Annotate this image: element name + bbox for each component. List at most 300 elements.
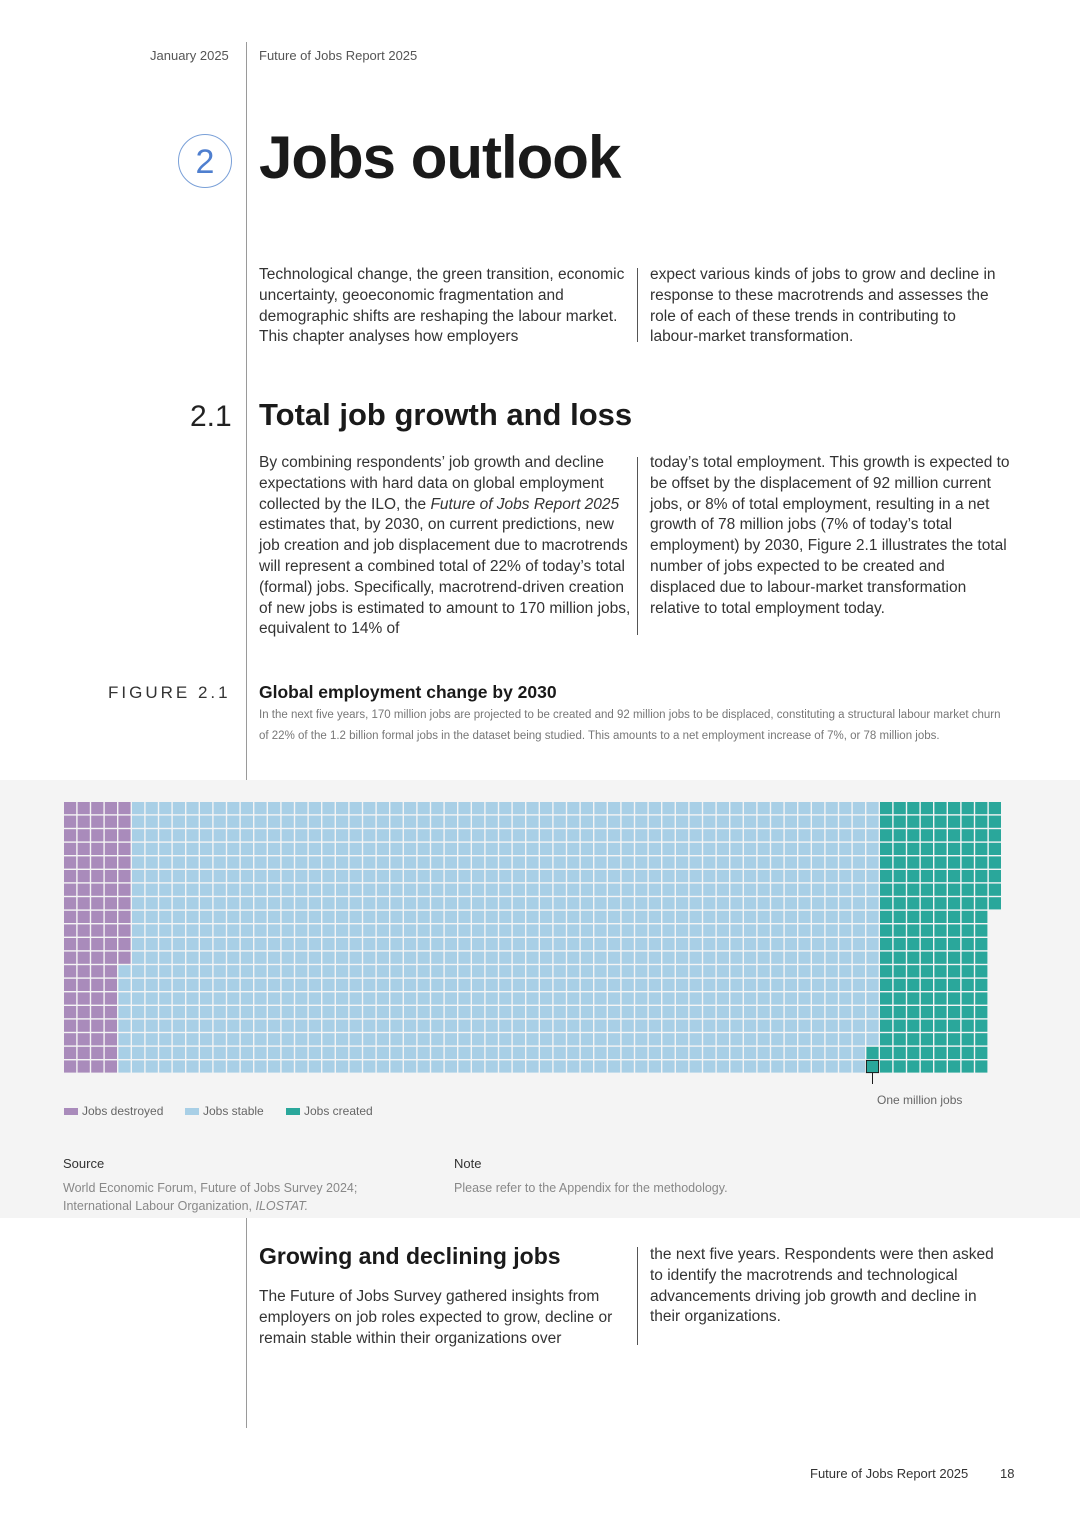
waffle-cell-stable <box>309 1020 321 1032</box>
waffle-cell-stable <box>445 924 457 936</box>
waffle-cell-stable <box>404 1006 416 1018</box>
waffle-cell-stable <box>676 938 688 950</box>
waffle-cell-stable <box>499 870 511 882</box>
waffle-cell-stable <box>173 979 185 991</box>
waffle-cell-stable <box>363 856 375 868</box>
waffle-cell-stable <box>445 829 457 841</box>
waffle-cell-stable <box>472 1060 484 1072</box>
waffle-cell-created <box>907 897 919 909</box>
legend-swatch-stable <box>185 1108 199 1115</box>
waffle-cell-stable <box>826 992 838 1004</box>
waffle-cell-stable <box>431 952 443 964</box>
waffle-cell-stable <box>268 843 280 855</box>
waffle-cell-stable <box>826 843 838 855</box>
waffle-cell-stable <box>159 870 171 882</box>
waffle-cell-stable <box>295 992 307 1004</box>
waffle-cell-stable <box>336 1060 348 1072</box>
waffle-cell-stable <box>622 1006 634 1018</box>
waffle-cell-stable <box>594 924 606 936</box>
waffle-cell-created <box>948 816 960 828</box>
waffle-cell-stable <box>730 1033 742 1045</box>
waffle-cell-stable <box>132 1033 144 1045</box>
waffle-cell-stable <box>622 979 634 991</box>
waffle-cell-stable <box>717 979 729 991</box>
waffle-cell-stable <box>377 856 389 868</box>
waffle-cell-stable <box>676 924 688 936</box>
legend-destroyed <box>64 1104 163 1118</box>
waffle-cell-stable <box>554 965 566 977</box>
waffle-cell-stable <box>717 1006 729 1018</box>
waffle-cell-created <box>907 870 919 882</box>
waffle-cell-stable <box>581 856 593 868</box>
waffle-cell-stable <box>309 992 321 1004</box>
waffle-cell-stable <box>200 979 212 991</box>
waffle-cell-created <box>975 911 987 923</box>
waffle-cell-stable <box>676 1006 688 1018</box>
waffle-cell-stable <box>472 816 484 828</box>
waffle-cell-destroyed <box>105 1033 117 1045</box>
waffle-cell-stable <box>744 856 756 868</box>
waffle-cell-created <box>907 1020 919 1032</box>
waffle-cell-stable <box>499 843 511 855</box>
waffle-cell-stable <box>526 1060 538 1072</box>
waffle-cell-created <box>948 992 960 1004</box>
waffle-cell-created <box>934 1047 946 1059</box>
waffle-cell-stable <box>390 1006 402 1018</box>
waffle-cell-created <box>948 911 960 923</box>
waffle-cell-created <box>880 1033 892 1045</box>
waffle-cell-stable <box>295 924 307 936</box>
waffle-cell-destroyed <box>105 856 117 868</box>
waffle-cell-stable <box>159 856 171 868</box>
waffle-cell-stable <box>445 938 457 950</box>
waffle-cell-stable <box>839 1060 851 1072</box>
waffle-cell-stable <box>513 924 525 936</box>
waffle-cell-stable <box>173 911 185 923</box>
waffle-cell-stable <box>472 992 484 1004</box>
waffle-cell-stable <box>309 952 321 964</box>
waffle-cell-stable <box>581 924 593 936</box>
waffle-cell-created <box>880 843 892 855</box>
waffle-cell-stable <box>159 843 171 855</box>
waffle-cell-created <box>975 952 987 964</box>
waffle-cell-stable <box>581 1060 593 1072</box>
waffle-cell-stable <box>295 1020 307 1032</box>
waffle-cell-stable <box>567 979 579 991</box>
waffle-cell-stable <box>118 1033 130 1045</box>
waffle-cell-created <box>934 816 946 828</box>
waffle-cell-stable <box>526 1020 538 1032</box>
waffle-cell-stable <box>635 816 647 828</box>
waffle-cell-stable <box>540 829 552 841</box>
waffle-cell-stable <box>486 979 498 991</box>
waffle-cell-stable <box>159 952 171 964</box>
waffle-cell-stable <box>390 938 402 950</box>
waffle-cell-stable <box>200 965 212 977</box>
waffle-cell-stable <box>132 897 144 909</box>
waffle-cell-stable <box>608 870 620 882</box>
waffle-cell-created <box>962 870 974 882</box>
waffle-cell-created <box>975 884 987 896</box>
waffle-cell-stable <box>744 1020 756 1032</box>
waffle-cell-stable <box>730 979 742 991</box>
waffle-cell-destroyed <box>78 802 90 814</box>
waffle-cell-destroyed <box>78 829 90 841</box>
waffle-cell-stable <box>526 829 538 841</box>
waffle-cell-stable <box>200 1006 212 1018</box>
waffle-cell-stable <box>404 938 416 950</box>
waffle-cell-stable <box>268 965 280 977</box>
waffle-cell-stable <box>758 1020 770 1032</box>
waffle-cell-stable <box>581 1006 593 1018</box>
waffle-cell-stable <box>649 979 661 991</box>
waffle-cell-stable <box>268 924 280 936</box>
waffle-cell-stable <box>241 816 253 828</box>
waffle-cell-stable <box>649 1033 661 1045</box>
waffle-cell-stable <box>567 1047 579 1059</box>
waffle-cell-stable <box>159 965 171 977</box>
waffle-cell-created <box>962 1006 974 1018</box>
legend-label-stable: Jobs stable <box>203 1104 264 1118</box>
waffle-cell-stable <box>418 952 430 964</box>
waffle-cell-stable <box>785 1006 797 1018</box>
waffle-cell-stable <box>785 829 797 841</box>
waffle-cell-created <box>989 843 1001 855</box>
waffle-cell-created <box>880 816 892 828</box>
waffle-cell-stable <box>826 802 838 814</box>
left-rule-top <box>246 42 247 780</box>
waffle-cell-stable <box>322 843 334 855</box>
waffle-cell-stable <box>826 816 838 828</box>
waffle-cell-stable <box>486 802 498 814</box>
waffle-cell-stable <box>853 1047 865 1059</box>
waffle-cell-stable <box>295 897 307 909</box>
waffle-cell-created <box>962 816 974 828</box>
waffle-cell-stable <box>431 897 443 909</box>
waffle-cell-destroyed <box>78 1033 90 1045</box>
waffle-cell-stable <box>567 1033 579 1045</box>
waffle-cell-destroyed <box>91 952 103 964</box>
waffle-cell-created <box>975 829 987 841</box>
waffle-cell-stable <box>526 938 538 950</box>
waffle-cell-destroyed <box>78 938 90 950</box>
waffle-cell-stable <box>363 1006 375 1018</box>
waffle-cell-stable <box>445 992 457 1004</box>
waffle-cell-created <box>880 952 892 964</box>
waffle-cell-stable <box>798 870 810 882</box>
waffle-cell-destroyed <box>105 843 117 855</box>
waffle-cell-stable <box>173 802 185 814</box>
waffle-cell-stable <box>798 884 810 896</box>
waffle-cell-stable <box>363 802 375 814</box>
waffle-cell-stable <box>717 1060 729 1072</box>
waffle-cell-stable <box>744 897 756 909</box>
waffle-cell-stable <box>445 843 457 855</box>
waffle-cell-created <box>975 992 987 1004</box>
waffle-cell-stable <box>853 1033 865 1045</box>
waffle-cell-stable <box>662 897 674 909</box>
waffle-cell-created <box>975 1006 987 1018</box>
waffle-cell-stable <box>159 979 171 991</box>
waffle-cell-stable <box>771 924 783 936</box>
waffle-cell-stable <box>214 816 226 828</box>
waffle-cell-stable <box>771 965 783 977</box>
waffle-cell-stable <box>649 802 661 814</box>
waffle-cell-stable <box>703 1020 715 1032</box>
waffle-cell-stable <box>690 829 702 841</box>
waffle-cell-stable <box>146 829 158 841</box>
waffle-cell-stable <box>254 802 266 814</box>
section-title: Total job growth and loss <box>259 397 633 432</box>
waffle-cell-stable <box>866 965 878 977</box>
waffle-cell-stable <box>771 829 783 841</box>
waffle-cell-created <box>989 884 1001 896</box>
waffle-cell-stable <box>458 829 470 841</box>
header-date: January 2025 <box>150 48 229 63</box>
waffle-cell-created <box>907 1047 919 1059</box>
waffle-cell-stable <box>390 965 402 977</box>
waffle-cell-stable <box>350 816 362 828</box>
waffle-cell-stable <box>227 979 239 991</box>
waffle-cell-stable <box>404 924 416 936</box>
waffle-cell-stable <box>798 1006 810 1018</box>
waffle-cell-stable <box>690 870 702 882</box>
waffle-cell-stable <box>581 938 593 950</box>
waffle-cell-destroyed <box>78 816 90 828</box>
waffle-cell-stable <box>268 870 280 882</box>
waffle-cell-stable <box>282 829 294 841</box>
waffle-cell-stable <box>554 938 566 950</box>
waffle-cell-stable <box>812 1020 824 1032</box>
waffle-cell-stable <box>173 843 185 855</box>
waffle-cell-stable <box>608 992 620 1004</box>
waffle-cell-stable <box>118 979 130 991</box>
waffle-cell-stable <box>853 911 865 923</box>
waffle-cell-stable <box>513 938 525 950</box>
waffle-cell-stable <box>472 965 484 977</box>
waffle-cell-stable <box>676 829 688 841</box>
left-rule-bottom <box>246 1218 247 1428</box>
waffle-cell-stable <box>853 938 865 950</box>
waffle-cell-stable <box>445 884 457 896</box>
waffle-cell-stable <box>581 952 593 964</box>
waffle-cell-stable <box>798 816 810 828</box>
waffle-cell-created <box>962 802 974 814</box>
waffle-cell-created <box>894 870 906 882</box>
waffle-cell-stable <box>812 870 824 882</box>
waffle-cell-created <box>948 843 960 855</box>
waffle-cell-stable <box>118 965 130 977</box>
waffle-cell-stable <box>826 979 838 991</box>
waffle-cell-stable <box>771 884 783 896</box>
waffle-cell-created <box>880 856 892 868</box>
waffle-cell-stable <box>513 829 525 841</box>
waffle-cell-created <box>934 1060 946 1072</box>
waffle-cell-stable <box>499 979 511 991</box>
waffle-cell-stable <box>322 816 334 828</box>
waffle-cell-created <box>934 802 946 814</box>
waffle-cell-stable <box>404 816 416 828</box>
waffle-cell-stable <box>336 829 348 841</box>
waffle-cell-created <box>921 802 933 814</box>
waffle-cell-stable <box>771 979 783 991</box>
waffle-cell-created <box>948 1047 960 1059</box>
waffle-cell-stable <box>649 870 661 882</box>
waffle-cell-created <box>948 1033 960 1045</box>
waffle-cell-stable <box>649 856 661 868</box>
waffle-cell-stable <box>390 952 402 964</box>
waffle-cell-stable <box>826 952 838 964</box>
waffle-cell-stable <box>146 856 158 868</box>
waffle-cell-stable <box>214 843 226 855</box>
waffle-cell-stable <box>254 1020 266 1032</box>
waffle-cell-stable <box>173 1006 185 1018</box>
waffle-cell-stable <box>322 897 334 909</box>
waffle-cell-stable <box>812 938 824 950</box>
waffle-cell-stable <box>363 1060 375 1072</box>
waffle-cell-stable <box>159 1020 171 1032</box>
waffle-cell-stable <box>241 1020 253 1032</box>
waffle-cell-stable <box>404 829 416 841</box>
waffle-cell-stable <box>785 802 797 814</box>
waffle-cell-stable <box>812 829 824 841</box>
waffle-cell-stable <box>282 897 294 909</box>
waffle-cell-stable <box>730 1047 742 1059</box>
waffle-cell-stable <box>567 843 579 855</box>
waffle-cell-stable <box>214 979 226 991</box>
waffle-cell-stable <box>513 884 525 896</box>
waffle-cell-stable <box>458 1006 470 1018</box>
waffle-cell-stable <box>526 856 538 868</box>
section-column-2: today’s total employment. This growth is expected to be offset by the displacement of 92 million current jobs, or 8% of total employment, resulting in a net growth of 78 million jobs (7% of today’s total employment) by 2030, Figure 2.1 illustrates the total number of jobs expected to be created and displaced due to labour-market transformation relative to total employment today. <box>650 454 1010 617</box>
waffle-cell-stable <box>282 952 294 964</box>
waffle-cell-created <box>894 802 906 814</box>
waffle-cell-created <box>921 884 933 896</box>
waffle-cell-stable <box>254 911 266 923</box>
column-divider <box>637 457 638 635</box>
waffle-cell-stable <box>377 829 389 841</box>
waffle-cell-stable <box>690 1006 702 1018</box>
waffle-cell-stable <box>377 911 389 923</box>
waffle-cell-stable <box>322 952 334 964</box>
waffle-cell-stable <box>472 897 484 909</box>
waffle-cell-stable <box>159 829 171 841</box>
waffle-cell-created <box>907 1006 919 1018</box>
waffle-cell-stable <box>758 843 770 855</box>
waffle-cell-stable <box>581 965 593 977</box>
waffle-cell-stable <box>744 924 756 936</box>
waffle-cell-stable <box>418 979 430 991</box>
waffle-cell-stable <box>758 965 770 977</box>
waffle-cell-stable <box>431 816 443 828</box>
waffle-cell-stable <box>812 843 824 855</box>
waffle-cell-stable <box>268 952 280 964</box>
waffle-cell-stable <box>472 829 484 841</box>
waffle-cell-stable <box>839 992 851 1004</box>
waffle-cell-stable <box>132 870 144 882</box>
waffle-cell-stable <box>295 1033 307 1045</box>
waffle-cell-created <box>948 965 960 977</box>
waffle-cell-stable <box>445 952 457 964</box>
waffle-cell-stable <box>159 992 171 1004</box>
waffle-cell-stable <box>132 1006 144 1018</box>
waffle-cell-stable <box>771 816 783 828</box>
waffle-cell-stable <box>363 884 375 896</box>
waffle-cell-stable <box>785 843 797 855</box>
waffle-cell-stable <box>540 952 552 964</box>
waffle-cell-stable <box>499 897 511 909</box>
waffle-cell-stable <box>703 924 715 936</box>
waffle-cell-stable <box>173 897 185 909</box>
waffle-cell-stable <box>200 843 212 855</box>
waffle-cell-stable <box>159 1060 171 1072</box>
waffle-cell-stable <box>866 897 878 909</box>
waffle-cell-stable <box>363 965 375 977</box>
waffle-cell-stable <box>254 965 266 977</box>
waffle-cell-stable <box>526 816 538 828</box>
waffle-cell-stable <box>608 884 620 896</box>
waffle-cell-stable <box>363 816 375 828</box>
waffle-cell-stable <box>567 911 579 923</box>
waffle-cell-stable <box>703 965 715 977</box>
waffle-cell-stable <box>635 1020 647 1032</box>
waffle-cell-stable <box>295 911 307 923</box>
waffle-cell-created <box>907 924 919 936</box>
waffle-cell-destroyed <box>105 897 117 909</box>
waffle-cell-stable <box>241 979 253 991</box>
waffle-cell-created <box>921 952 933 964</box>
subsection-column-2: the next five years. Respondents were then asked to identify the macrotrends and technological advancements driving job growth and decline in their organizations. <box>650 1246 994 1326</box>
waffle-cell-stable <box>826 911 838 923</box>
waffle-cell-stable <box>282 1033 294 1045</box>
waffle-cell-stable <box>785 938 797 950</box>
waffle-cell-stable <box>309 884 321 896</box>
waffle-cell-stable <box>268 829 280 841</box>
waffle-cell-stable <box>594 843 606 855</box>
waffle-cell-stable <box>798 911 810 923</box>
waffle-cell-stable <box>173 816 185 828</box>
waffle-cell-stable <box>608 938 620 950</box>
waffle-cell-stable <box>649 992 661 1004</box>
waffle-cell-stable <box>540 843 552 855</box>
waffle-cell-stable <box>282 979 294 991</box>
waffle-cell-stable <box>458 884 470 896</box>
waffle-cell-stable <box>350 911 362 923</box>
waffle-cell-stable <box>472 802 484 814</box>
waffle-cell-created <box>934 856 946 868</box>
waffle-cell-created <box>894 1006 906 1018</box>
waffle-cell-stable <box>336 1033 348 1045</box>
waffle-cell-stable <box>159 1047 171 1059</box>
waffle-cell-stable <box>554 952 566 964</box>
waffle-cell-stable <box>717 911 729 923</box>
waffle-cell-stable <box>254 952 266 964</box>
waffle-cell-stable <box>159 884 171 896</box>
waffle-cell-stable <box>268 1006 280 1018</box>
waffle-cell-stable <box>676 856 688 868</box>
waffle-cell-destroyed <box>91 802 103 814</box>
waffle-cell-stable <box>431 843 443 855</box>
waffle-cell-stable <box>812 979 824 991</box>
waffle-cell-created <box>948 1006 960 1018</box>
waffle-cell-stable <box>377 816 389 828</box>
intro-column-1: Technological change, the green transition, economic uncertainty, geoeconomic fragmentation and demographic shifts are reshaping the labour market. This chapter analyses how employers <box>259 266 625 346</box>
waffle-cell-stable <box>717 992 729 1004</box>
waffle-cell-stable <box>350 1047 362 1059</box>
waffle-cell-stable <box>567 802 579 814</box>
waffle-cell-stable <box>390 843 402 855</box>
waffle-cell-stable <box>350 802 362 814</box>
